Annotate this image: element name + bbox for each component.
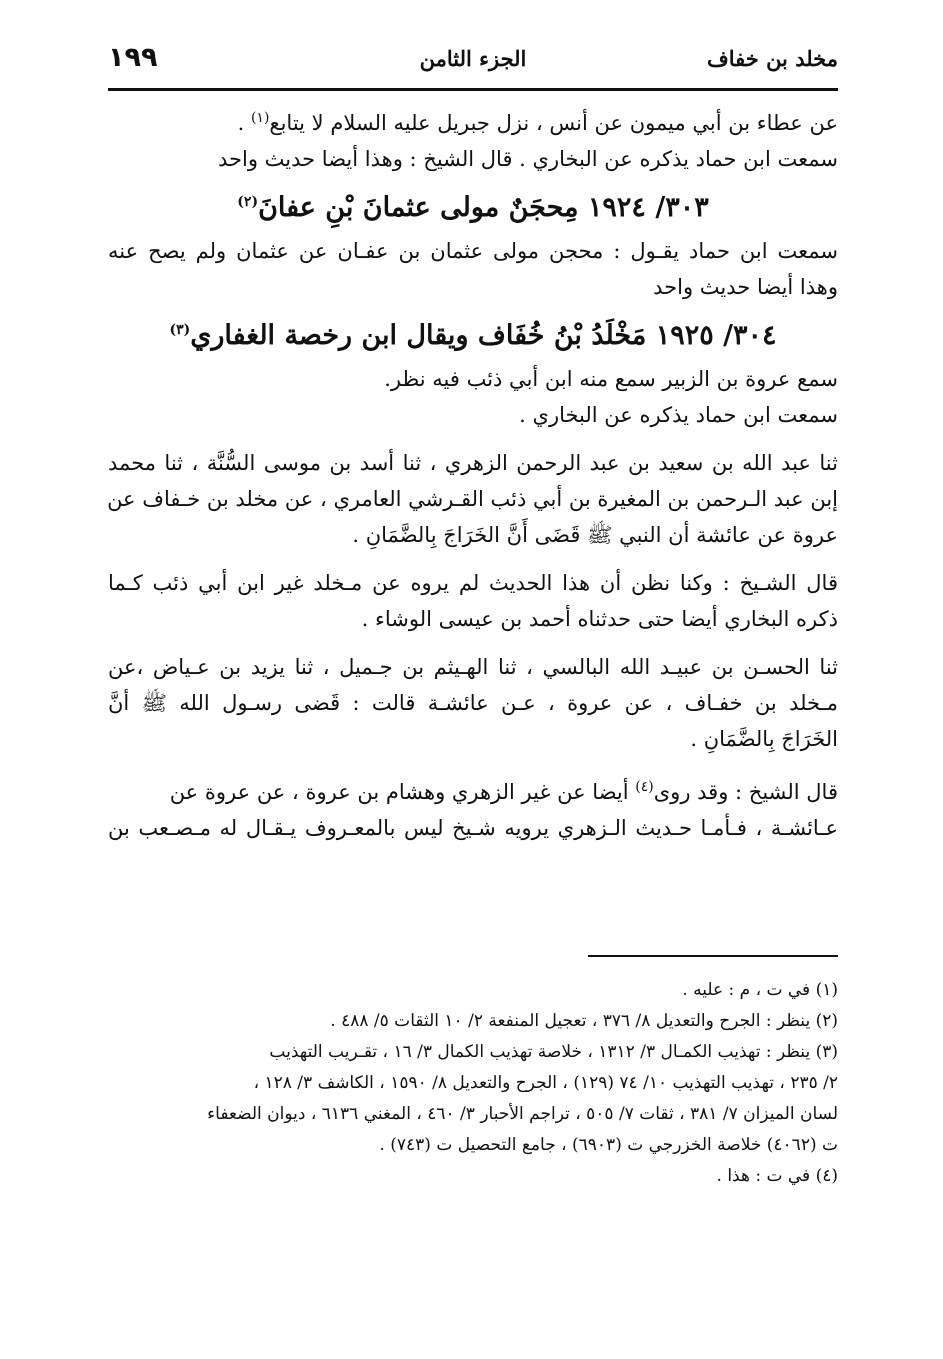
entry-heading — [108, 177, 838, 233]
heading-text: ٣٠٤/ ١٩٢٥ مَخْلَدُ بْنُ خُفَاف ويقال ابن رخصة الغفاري — [190, 320, 777, 351]
footnote-ref: (٢) — [237, 194, 259, 210]
footnote: (١) في ت ، م : عليه . — [682, 980, 838, 1000]
footnote-ref: (٤) — [635, 779, 654, 795]
footnote-ref: (٣) — [169, 322, 191, 338]
footnote: لسان الميزان ٧/ ٣٨١ ، ثقات ٧/ ٥٠٥ ، تراجم الأحبار ٣/ ٤٦٠ ، المغني ٦١٣٦ ، ديوان الضعفاء — [207, 1104, 838, 1124]
footnote: (٣) ينظر : تهذيب الكمـال ٣/ ١٣١٢ ، خلاصة تهذيب الكمال ٣/ ١٦ ، تقـريب التهذيب — [269, 1042, 838, 1062]
text-span: عن عطاء بن أبي ميمون عن أنس ، نزل جبريل عليه السلام لا يتابع — [269, 111, 838, 135]
footnotes — [108, 975, 838, 1192]
text-line: سمعت ابن حماد يقـول : محجن مولى عثمان بن عفـان عن عثمان ولم يصح عنه — [108, 239, 838, 263]
footnote: (٢) ينظر : الجرح والتعديل ٨/ ٣٧٦ ، تعجيل المنفعة ٢/ ١٠ الثقات ٥/ ٤٨٨ . — [330, 1011, 838, 1031]
page-header — [108, 42, 838, 88]
text-line: سمعت ابن حماد يذكره عن البخاري . قال الشيخ : وهذا أيضا حديث واحد — [218, 147, 838, 171]
volume-title: الجزء الثامن — [419, 46, 527, 71]
footnote: ٢/ ٢٣٥ ، تهذيب التهذيب ١٠/ ٧٤ (١٢٩) ، الجرح والتعديل ٨/ ١٥٩٠ ، الكاشف ٣/ ١٢٨ ، — [253, 1073, 838, 1093]
text-span: . — [237, 111, 251, 135]
entry-heading — [108, 305, 838, 361]
text-line: مـخلد بن خفـاف ، عن عروة ، عـن عائشـة قالت : قَضى رسـول الله ﷺ أنَّ — [108, 691, 838, 715]
text-line: سمعت ابن حماد يذكره عن البخاري . — [519, 403, 838, 427]
heading-text: ٣٠٣/ ١٩٢٤ مِحجَنٌ مولى عثمانَ بْنِ عفانَ — [258, 192, 709, 223]
running-title: مخلد بن خفاف — [706, 46, 838, 71]
text-line — [108, 100, 838, 141]
footnote-rule — [588, 955, 838, 957]
text-line: ثنا عبد الله بن سعيد بن عبد الرحمن الزهري ، ثنا أسد بن موسى السُّنَّة ، ثنا محمد — [108, 451, 838, 475]
text-line: وهذا أيضا حديث واحد — [653, 275, 838, 299]
text-line: إبن عبد الـرحمن بن المغيرة بن أبي ذئب القـرشي العامري ، عن مخلد بن خـفاف عن — [107, 487, 838, 511]
text-line: الخَرَاجَ بِالضَّمَانِ . — [690, 727, 838, 751]
text-line: ذكره البخاري أيضا حتى حدثناه أحمد بن عيسى الوشاء . — [361, 607, 838, 631]
header-rule — [108, 88, 838, 91]
text-line: سمع عروة بن الزبير سمع منه ابن أبي ذئب فيه نظر. — [384, 367, 838, 391]
page-number: ١٩٩ — [108, 42, 158, 73]
text-line: ثنا الحسـن بن عبيـد الله البالسي ، ثنا الهـيثم بن جـميل ، ثنا يزيد بن عـياض ،عن — [108, 655, 838, 679]
text-span: قال الشيخ : وقد روى — [653, 780, 838, 804]
footnote-ref: (١) — [250, 110, 270, 126]
text-line: قال الشـيخ : وكنا نظن أن هذا الحديث لم يروه عن مـخلد غير ابن أبي ذئب كـما — [108, 571, 838, 595]
text-line: عـائشـة ، فـأمـا حـديث الـزهري يرويه شـيخ ليس بالمعـروف يـقـال له مـصـعب بن — [108, 816, 838, 840]
main-text — [108, 100, 838, 846]
footnote: ت (٤٠٦٢) خلاصة الخزرجي ت (٦٩٠٣) ، جامع التحصيل ت (٧٤٣) . — [379, 1135, 838, 1155]
text-line — [108, 769, 838, 810]
text-span: أيضا عن غير الزهري وهشام بن عروة ، عن عروة عن — [169, 780, 636, 804]
text-line: عروة عن عائشة أن النبي ﷺ قَضَى أَنَّ الخَرَاجَ بِالضَّمَانِ . — [352, 523, 838, 547]
footnote: (٤) في ت : هذا . — [716, 1166, 838, 1186]
